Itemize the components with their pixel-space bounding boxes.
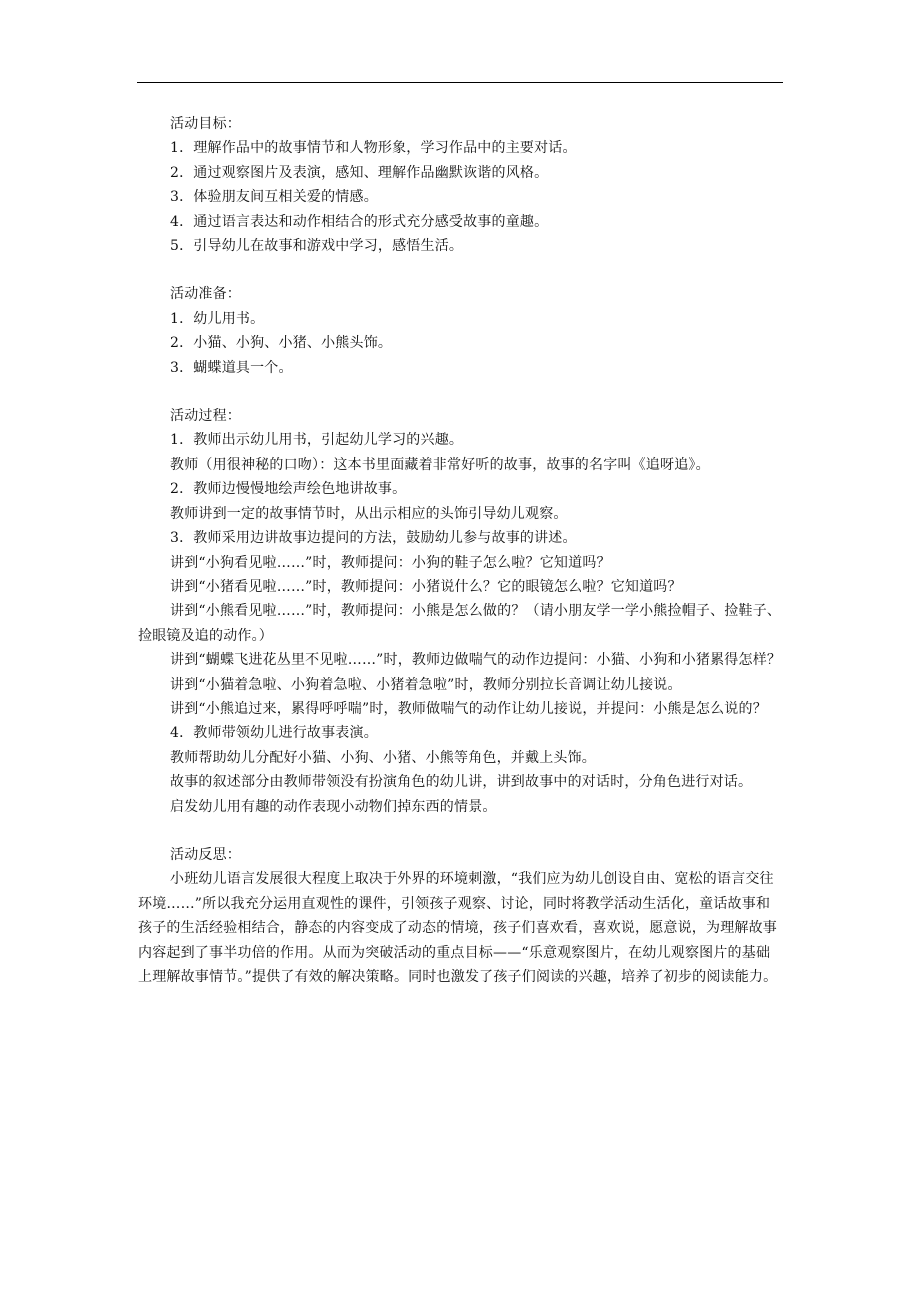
section-reflection: [138, 843, 782, 989]
process-paragraph-9: 讲到“蝴蝶飞进花丛里不见啦……”时，教师边做喘气的动作边提问：小猫、小狗和小猪累得怎样？: [170, 652, 782, 669]
section-preparation: [138, 282, 782, 380]
goal-item-2: 2．通过观察图片及表演，感知、理解作品幽默诙谐的风格。: [170, 164, 549, 181]
preparation-item-2: 2．小猫、小狗、小猪、小熊头饰。: [170, 335, 393, 352]
process-paragraph-4: 教师讲到一定的故事情节时，从出示相应的头饰引导幼儿观察。: [170, 505, 568, 522]
process-paragraph-12: 4．教师带领幼儿进行故事表演。: [170, 725, 378, 742]
process-paragraph-10: 讲到“小猫着急啦、小狗着急啦、小猪着急啦”时，教师分别拉长音调让幼儿接说。: [170, 676, 682, 693]
section-process: [138, 404, 782, 819]
reflection-paragraph: 小班幼儿语言发展很大程度上取决于外界的环境刺激，“我们应为幼儿创设自由、宽松的语言交往环境……”所以我充分运用直观性的课件，引领孩子观察、讨论，同时将教学活动生活化，童话故事和孩子的生活经验相结合，静态的内容变成了动态的情境，孩子们喜欢看，喜欢说，愿意说，为理解故事内容起到了事半功倍的作用。从而为突破活动的重点目标——“乐意观察图片，在幼儿观察图片的基础上理解故事情节。”提供了有效的解决策略。同时也激发了孩子们阅读的兴趣，培养了初步的阅读能力。: [138, 871, 778, 985]
goal-item-3: 3．体验朋友间互相关爱的情感。: [170, 189, 378, 206]
process-paragraph-15: 启发幼儿用有趣的动作表现小动物们掉东西的情景。: [170, 798, 497, 815]
goal-item-1: 1．理解作品中的故事情节和人物形象，学习作品中的主要对话。: [170, 140, 577, 157]
process-paragraph-1: 1．教师出示幼儿用书，引起幼儿学习的兴趣。: [170, 432, 464, 449]
process-paragraph-13: 教师帮助幼儿分配好小猫、小狗、小猪、小熊等角色，并戴上头饰。: [170, 749, 596, 766]
process-paragraph-14: 故事的叙述部分由教师带领没有扮演角色的幼儿讲，讲到故事中的对话时，分角色进行对话。: [170, 774, 753, 791]
preparation-item-3: 3．蝴蝶道具一个。: [170, 359, 293, 376]
section-heading-reflection: 活动反思：: [170, 846, 241, 863]
process-paragraph-3: 2．教师边慢慢地绘声绘色地讲故事。: [170, 481, 407, 498]
section-heading-goals: 活动目标：: [170, 116, 241, 132]
header-rule: [137, 82, 783, 83]
process-paragraph-2: 教师（用很神秘的口吻）：这本书里面藏着非常好听的故事，故事的名字叫《追呀追》。: [170, 456, 710, 473]
process-paragraph-8: 讲到“小熊看见啦……”时，教师提问：小熊是怎么做的？（请小朋友学一学小熊捡帽子、捡鞋子、捡眼镜及追的动作。）: [138, 603, 782, 644]
goal-item-5: 5．引导幼儿在故事和游戏中学习，感悟生活。: [170, 238, 464, 255]
section-gap: [138, 380, 782, 404]
process-paragraph-11: 讲到“小熊追过来，累得呼呼喘”时，教师做喘气的动作让幼儿接说，并提问：小熊是怎么说的？: [170, 700, 767, 717]
process-paragraph-5: 3．教师采用边讲故事边提问的方法，鼓励幼儿参与故事的讲述。: [170, 530, 577, 547]
section-heading-process: 活动过程：: [170, 408, 241, 425]
goal-item-4: 4．通过语言表达和动作相结合的形式充分感受故事的童趣。: [170, 213, 549, 230]
document-body: [138, 112, 782, 989]
process-paragraph-7: 讲到“小猪看见啦……”时，教师提问：小猪说什么？它的眼镜怎么啦？它知道吗？: [170, 578, 682, 595]
section-goals: [138, 112, 782, 258]
section-gap: [138, 819, 782, 843]
preparation-item-1: 1．幼儿用书。: [170, 310, 265, 327]
process-paragraph-6: 讲到“小狗看见啦……”时，教师提问：小狗的鞋子怎么啦？它知道吗？: [170, 554, 611, 571]
section-gap: [138, 258, 782, 282]
section-heading-preparation: 活动准备：: [170, 286, 241, 303]
